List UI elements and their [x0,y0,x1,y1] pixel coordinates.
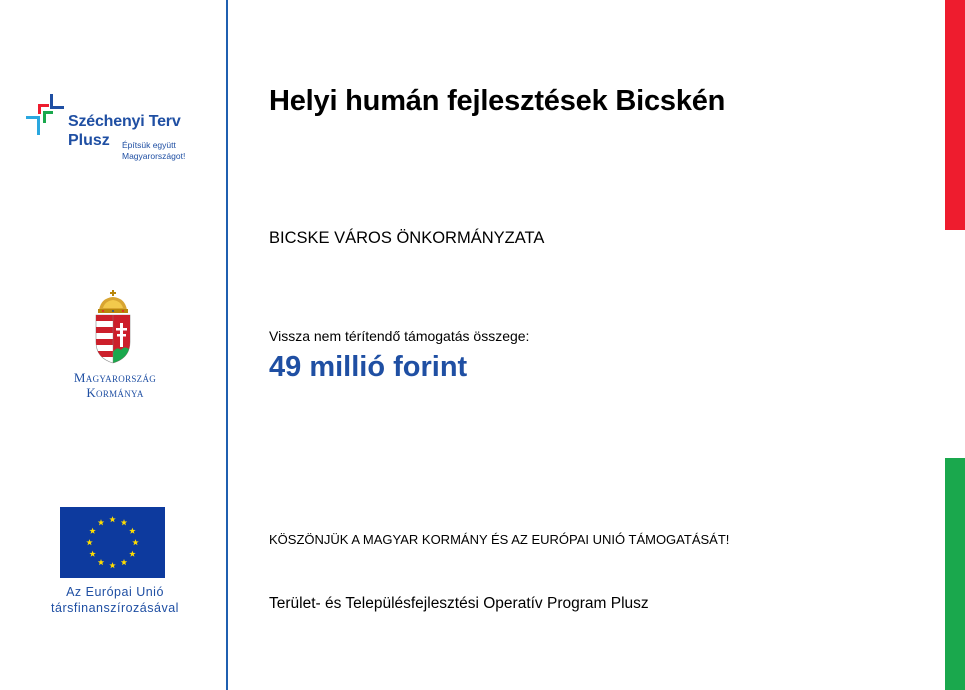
szechenyi-slogan-line1: Építsük együtt [122,140,176,150]
eu-flag-icon [60,507,165,578]
program-name: Terület- és Településfejlesztési Operatív Program Plusz [269,595,649,612]
government-line1: Magyarország [73,370,157,385]
szechenyi-plusz: Plusz [68,132,110,149]
eu-caption-line1: Az Európai Unió [66,585,164,599]
flag-stripe-red [945,0,965,230]
thanks-statement: KÖSZÖNJÜK A MAGYAR KORMÁNY ÉS AZ EURÓPAI UNIÓ TÁMOGATÁSÁT! [269,532,730,547]
flag-stripe-green [945,458,965,690]
grant-amount-label: Vissza nem térítendő támogatás összege: [269,328,530,344]
vertical-divider [226,0,228,690]
government-caption [40,370,190,400]
beneficiary-name: BICSKE VÁROS ÖNKORMÁNYZATA [269,229,545,247]
hungarian-government-logo [40,290,190,405]
hungarian-coat-of-arms-icon [93,290,133,364]
eu-caption-line2: társfinanszírozásával [51,601,179,615]
szechenyi-slogan [122,140,185,162]
government-line2: Kormánya [86,385,144,400]
eu-caption [30,584,200,616]
szechenyi-cross-icon [26,94,66,138]
szechenyi-slogan-line2: Magyarországot! [122,151,186,161]
eu-cofinancing-logo [30,506,200,616]
project-title: Helyi humán fejlesztések Bicskén [269,85,726,117]
szechenyi-title: Széchenyi Terv [68,113,181,130]
szechenyi-terv-logo [26,94,216,166]
grant-amount-value: 49 millió forint [269,351,468,383]
logo-column [0,0,226,690]
